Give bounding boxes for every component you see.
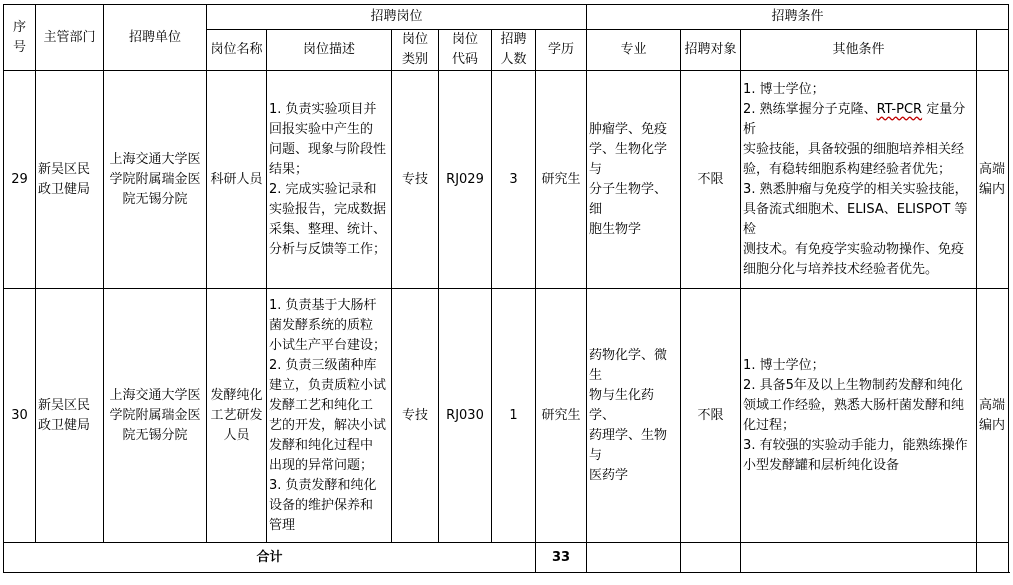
cell-other: 1. 博士学位； 2. 具备5年及以上生物制药发酵和纯化 领域工作经验，熟悉大肠杆菌发酵和纯 化过程； 3. 有较强的实验动手能力，能熟练操作 小型发酵罐和层析纯化设备 — [741, 289, 977, 543]
header-other: 其他条件 — [741, 30, 977, 71]
header-major: 专业 — [587, 30, 681, 71]
header-pos-name: 岗位名称 — [207, 30, 267, 71]
recruitment-table — [3, 4, 1009, 573]
total-value: 33 — [536, 543, 587, 573]
cell-pos-desc: 1. 负责实验项目并 回报实验中产生的 问题、现象与阶段性 结果； 2. 完成实验记录和 实验报告，完成数据 采集、整理、统计、 分析与反馈等工作； — [267, 71, 392, 289]
header-dept: 主管部门 — [36, 5, 104, 71]
header-edu: 学历 — [536, 30, 587, 71]
table-row — [4, 71, 1009, 289]
cell-major: 肿瘤学、免疫 学、生物化学与 分子生物学、细 胞生物学 — [587, 71, 681, 289]
header-unit: 招聘单位 — [104, 5, 207, 71]
header-pos-type: 岗位 类别 — [392, 30, 439, 71]
cell-headcount: 1 — [492, 289, 536, 543]
rt-pcr-term: RT-PCR — [876, 101, 923, 117]
table-row — [4, 289, 1009, 543]
total-row — [4, 543, 1009, 573]
cell-dept: 新吴区民 政卫健局 — [36, 289, 104, 543]
total-empty-target — [741, 543, 977, 573]
total-label: 合计 — [4, 543, 536, 573]
header-conditions-group: 招聘条件 — [587, 5, 1009, 30]
header-seq: 序号 — [4, 5, 36, 71]
header-pos-code: 岗位 代码 — [439, 30, 492, 71]
cell-pos-code: RJ030 — [439, 289, 492, 543]
cell-seq: 29 — [4, 71, 36, 289]
cell-pos-desc: 1. 负责基于大肠杆 菌发酵系统的质粒 小试生产平台建设； 2. 负责三级菌种库 建立，负责质粒小试 发酵工艺和纯化工 艺的开发，解决小试 发酵和纯化过程中 出现的异常问题； 3. 负责发酵和纯化 设备的维护保养和 管理 — [267, 289, 392, 543]
cell-dept: 新吴区民 政卫健局 — [36, 71, 104, 289]
cell-pos-type: 专技 — [392, 289, 439, 543]
cell-pos-type: 专技 — [392, 71, 439, 289]
total-empty-rest — [977, 543, 1009, 573]
cell-major: 药物化学、微生 物与生化药学、 药理学、生物与 医药学 — [587, 289, 681, 543]
cell-remark: 高端 编内 — [977, 71, 1009, 289]
cell-edu: 研究生 — [536, 71, 587, 289]
header-target: 招聘对象 — [681, 30, 741, 71]
cell-remark: 高端 编内 — [977, 289, 1009, 543]
cell-edu: 研究生 — [536, 289, 587, 543]
cell-unit: 上海交通大学医 学院附属瑞金医 院无锡分院 — [104, 289, 207, 543]
other-line-rest: 定量分析 实验技能，具备较强的细胞培养相关经 验，有稳转细胞系构建经验者优先； 3. 熟悉肿瘤与免疫学的相关实验技能， 具备流式细胞术、ELISA、ELISPOT 等检 测技术。有免疫学实验动物操作、免疫 细胞分化与培养技术经验者优先。 — [743, 101, 968, 277]
other-line-1: 1. 博士学位； — [743, 81, 825, 97]
header-pos-desc: 岗位描述 — [267, 30, 392, 71]
header-row-1 — [4, 5, 1009, 30]
cell-target: 不限 — [681, 71, 741, 289]
cell-pos-name: 科研人员 — [207, 71, 267, 289]
cell-target: 不限 — [681, 289, 741, 543]
total-empty-edu — [587, 543, 681, 573]
cell-pos-name: 发酵纯化 工艺研发 人员 — [207, 289, 267, 543]
cell-other — [741, 71, 977, 289]
other-line-2a: 2. 熟练掌握分子克隆、 — [743, 101, 877, 117]
cell-seq: 30 — [4, 289, 36, 543]
cell-unit: 上海交通大学医 学院附属瑞金医 院无锡分院 — [104, 71, 207, 289]
header-position-group: 招聘岗位 — [207, 5, 587, 30]
total-empty-major — [681, 543, 741, 573]
header-headcount: 招聘 人数 — [492, 30, 536, 71]
cell-headcount: 3 — [492, 71, 536, 289]
cell-pos-code: RJ029 — [439, 71, 492, 289]
